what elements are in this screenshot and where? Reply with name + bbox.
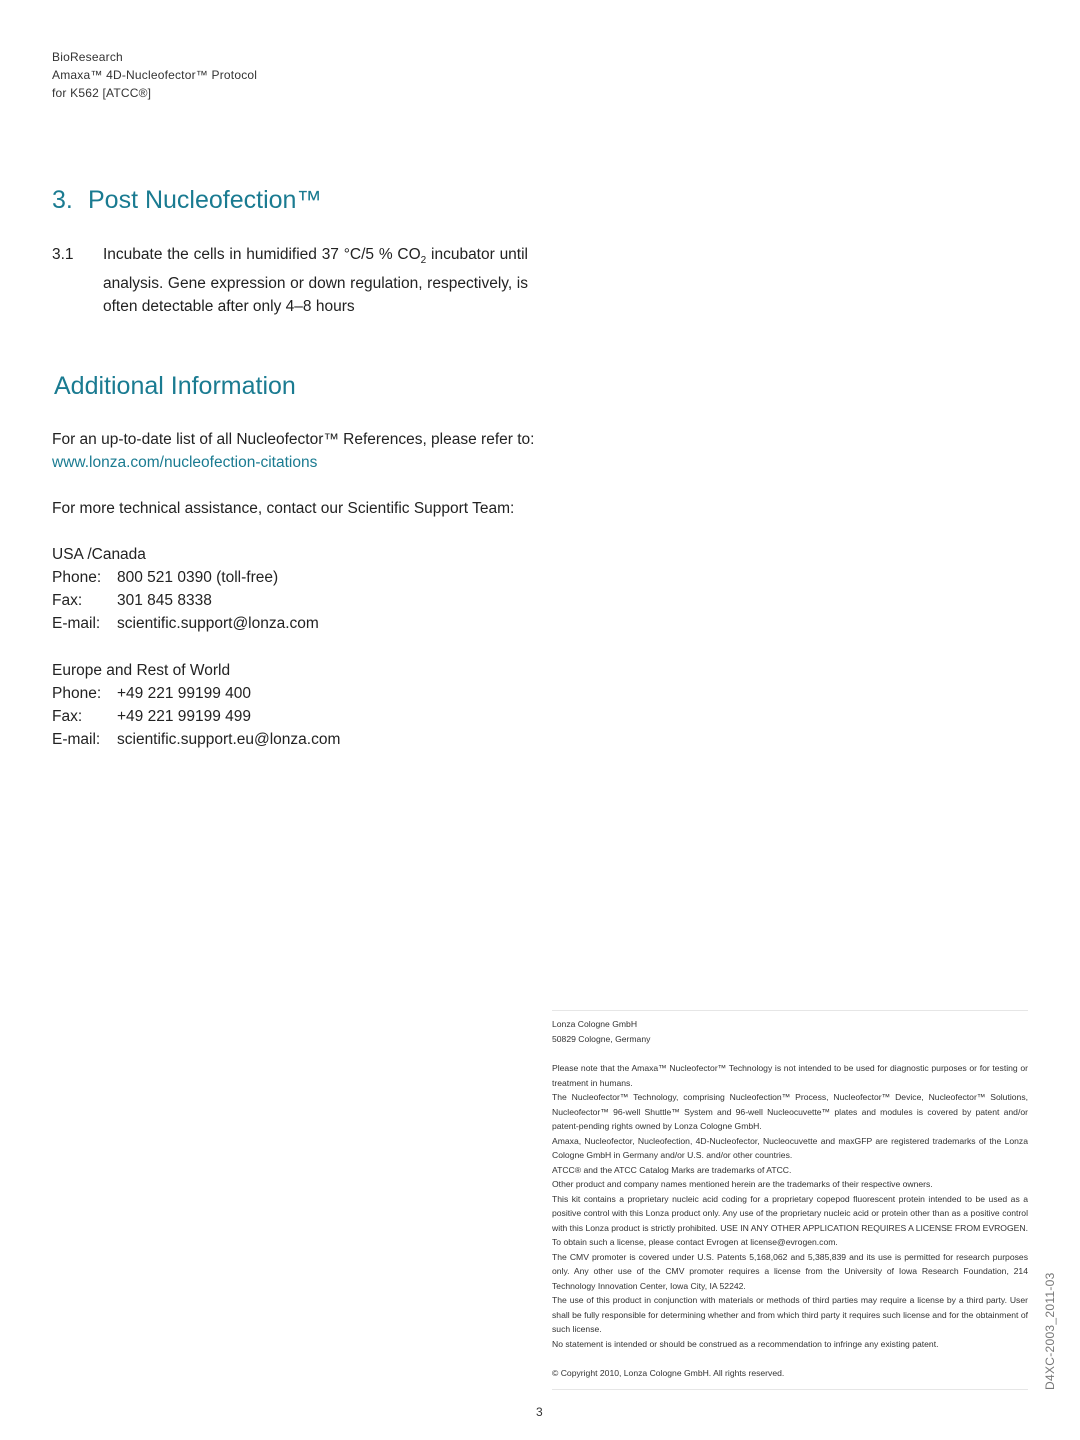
fax-value: 301 845 8338 [117, 592, 212, 609]
step-3-1 [52, 243, 528, 318]
phone-value: +49 221 99199 400 [117, 685, 252, 702]
phone-label: Phone: [52, 685, 102, 702]
contact-row-email [52, 612, 319, 635]
legal-paragraph: Other product and company names mentioned herein are the trademarks of their respective owners. [552, 1179, 933, 1189]
contact-row-email [52, 728, 340, 751]
legal-paragraph: The CMV promoter is covered under U.S. Patents 5,168,062 and 5,385,839 and its use is permitted for research purposes only. Any other use of the CMV promoter requires a license from the University of Iowa Research Foundation, 214 Technology Innovation Center, Iowa City, IA 52242. [552, 1251, 1028, 1291]
step-text-part2: incubator until analysis. Gene expression or down regulation, respectively, is often detectable after only 4–8 hours [103, 246, 528, 316]
legal-paragraph: Amaxa, Nucleofector, Nucleofection, 4D-Nucleofector, Nucleocuvette and maxGFP are registered trademarks of the Lonza Cologne GmbH in Germany and/or U.S. and/or other countries. [552, 1135, 1028, 1160]
page-number: 3 [536, 1405, 543, 1419]
step-text-part1: Incubate the cells in humidified 37 °C/5 % CO [103, 246, 421, 263]
section-number: 3. [52, 186, 73, 214]
section-title: Post Nucleofection™ [88, 186, 322, 214]
company-city: 50829 Cologne, Germany [552, 1033, 651, 1044]
phone-label: Phone: [52, 569, 102, 586]
header-product: Amaxa™ 4D-Nucleofector™ Protocol [52, 68, 258, 82]
header-cell-line: for K562 [ATCC®] [52, 86, 152, 100]
fax-value: +49 221 99199 499 [117, 708, 252, 725]
legal-paragraph: This kit contains a proprietary nucleic acid coding for a proprietary copepod fluorescent protein intended to be used as a positive control with this Lonza product only. Any use of the proprietary nucleic acid or protein other than as a positive control with this Lonza product is strictly prohibited. USE IN ANY OTHER APPLICATION REQUIRES A LICENSE FROM EVROGEN. To obtain such a license, please contact Evrogen at license@evrogen.com. [552, 1193, 1028, 1247]
co2-subscript: 2 [420, 255, 427, 267]
page-header [52, 48, 257, 102]
contact-row-phone [52, 682, 340, 705]
citations-link[interactable]: www.lonza.com/nucleofection-citations [52, 454, 318, 471]
email-value[interactable]: scientific.support.eu@lonza.com [117, 731, 341, 748]
legal-paragraph: The use of this product in conjunction with materials or methods of third parties may require a license by a third party. User shall be fully responsible for determining whether and from which third party it requires such license and for the obtainment of such license. [552, 1295, 1028, 1334]
step-text [103, 243, 528, 318]
additional-info-heading: Additional Information [54, 372, 296, 400]
support-intro: For more technical assistance, contact our Scientific Support Team: [52, 500, 515, 517]
region-title: Europe and Rest of World [52, 662, 231, 679]
legal-paragraph: No statement is intended or should be construed as a recommendation to infringe any existing patent. [552, 1338, 939, 1349]
references-text: For an up-to-date list of all Nucleofector™ References, please refer to: [52, 431, 535, 448]
email-label: E-mail: [52, 731, 101, 748]
phone-value: 800 521 0390 (toll-free) [117, 569, 279, 586]
legal-paragraph: Please note that the Amaxa™ Nucleofector™ Technology is not intended to be used for diagnostic purposes or for testing or treatment in humans. [552, 1063, 1028, 1088]
contact-row-fax [52, 705, 340, 728]
company-address [552, 1017, 1028, 1046]
contact-row-fax [52, 589, 319, 612]
email-value[interactable]: scientific.support@lonza.com [117, 615, 319, 632]
legal-paragraph: The Nucleofector™ Technology, comprising Nucleofection™ Process, Nucleofector™ Device, Nucleofector™ Solutions, Nucleofector™ 96-well Shuttle™ System and 96-well Nucleocuvette™ plates and modules is covered by patent and/or patent-pending rights owned by Lonza Cologne GmbH. [552, 1092, 1028, 1131]
copyright: © Copyright 2010, Lonza Cologne GmbH. All rights reserved. [552, 1368, 785, 1378]
step-number: 3.1 [52, 246, 74, 263]
region-title: USA /Canada [52, 546, 146, 563]
contact-usa [52, 543, 319, 635]
section-heading-post-nucleofection [52, 186, 321, 215]
legal-paragraph: ATCC® and the ATCC Catalog Marks are trademarks of ATCC. [552, 1164, 792, 1175]
company-name: Lonza Cologne GmbH [552, 1019, 638, 1029]
references-block [52, 428, 534, 474]
contact-europe [52, 659, 340, 751]
fax-label: Fax: [52, 592, 83, 609]
contact-row-phone [52, 566, 319, 589]
header-division: BioResearch [52, 50, 123, 64]
document-id: D4XC-2003_2011-03 [1043, 1272, 1057, 1390]
legal-notice [552, 1010, 1028, 1390]
email-label: E-mail: [52, 615, 101, 632]
fax-label: Fax: [52, 708, 83, 725]
